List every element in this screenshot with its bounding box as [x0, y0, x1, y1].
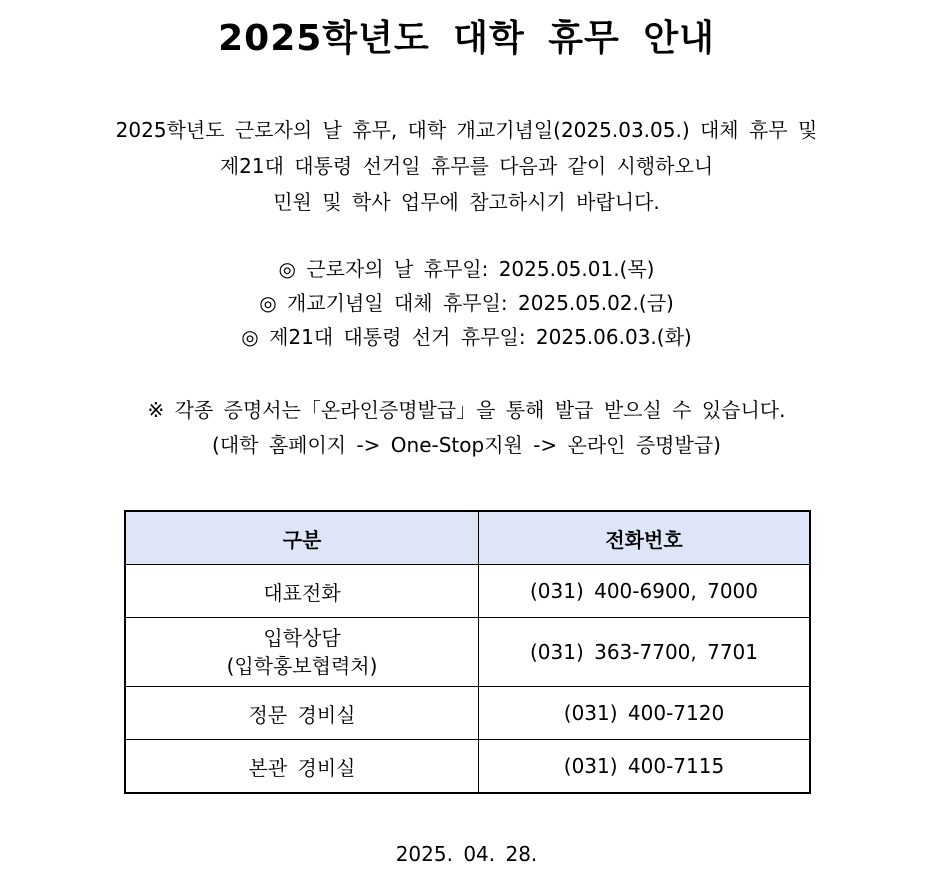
intro-line: 2025학년도 근로자의 날 휴무, 대학 개교기념일(2025.03.05.) 대체 휴무 및 [115, 118, 818, 142]
header-phone: 전화번호 [479, 511, 811, 565]
holiday-label: 개교기념일 대체 휴무일: [287, 291, 508, 315]
holiday-date: 2025.05.01.(목) [498, 257, 655, 281]
notice-path: (대학 홈페이지 -> One-Stop지원 -> 온라인 증명발급) [212, 433, 721, 457]
category-label: 입학상담 [263, 626, 341, 650]
category-cell: 대표전화 [125, 565, 479, 618]
table-header-row [125, 511, 810, 565]
holiday-list [0, 252, 933, 354]
page-title: 2025학년도 대학 휴무 안내 [218, 18, 715, 59]
table-row [125, 687, 810, 740]
holiday-item-labor-day [0, 252, 933, 286]
intro-line: 민원 및 학사 업무에 참고하시기 바랍니다. [273, 190, 660, 214]
holiday-item-election-day [0, 320, 933, 354]
intro-paragraph [0, 112, 933, 220]
table-row [125, 565, 810, 618]
category-cell: 본관 경비실 [125, 740, 479, 794]
phone-cell: (031) 400-7115 [479, 740, 811, 794]
table-row [125, 618, 810, 687]
holiday-date: 2025.06.03.(화) [535, 325, 692, 349]
category-cell: 정문 경비실 [125, 687, 479, 740]
double-circle-bullet-icon: ◎ [278, 257, 296, 281]
category-cell [125, 618, 479, 687]
notice-line: ※ 각종 증명서는「온라인증명발급」을 통해 발급 받으실 수 있습니다. [147, 398, 786, 422]
holiday-date: 2025.05.02.(금) [518, 291, 674, 315]
phone-cell: (031) 400-7120 [479, 687, 811, 740]
double-circle-bullet-icon: ◎ [241, 325, 259, 349]
holiday-item-founding-day [0, 286, 933, 320]
header-category: 구분 [125, 511, 479, 565]
certificate-notice [0, 393, 933, 463]
category-sublabel: (입학홍보협력처) [226, 654, 378, 678]
table-row [125, 740, 810, 794]
intro-line: 제21대 대통령 선거일 휴무를 다음과 같이 시행하오니 [219, 154, 714, 178]
document-date: 2025. 04. 28. [395, 842, 538, 866]
phone-cell: (031) 363-7700, 7701 [479, 618, 811, 687]
double-circle-bullet-icon: ◎ [259, 291, 277, 315]
holiday-label: 제21대 대통령 선거 휴무일: [269, 325, 526, 349]
contact-table [124, 510, 811, 794]
phone-cell: (031) 400-6900, 7000 [479, 565, 811, 618]
holiday-label: 근로자의 날 휴무일: [306, 257, 489, 281]
